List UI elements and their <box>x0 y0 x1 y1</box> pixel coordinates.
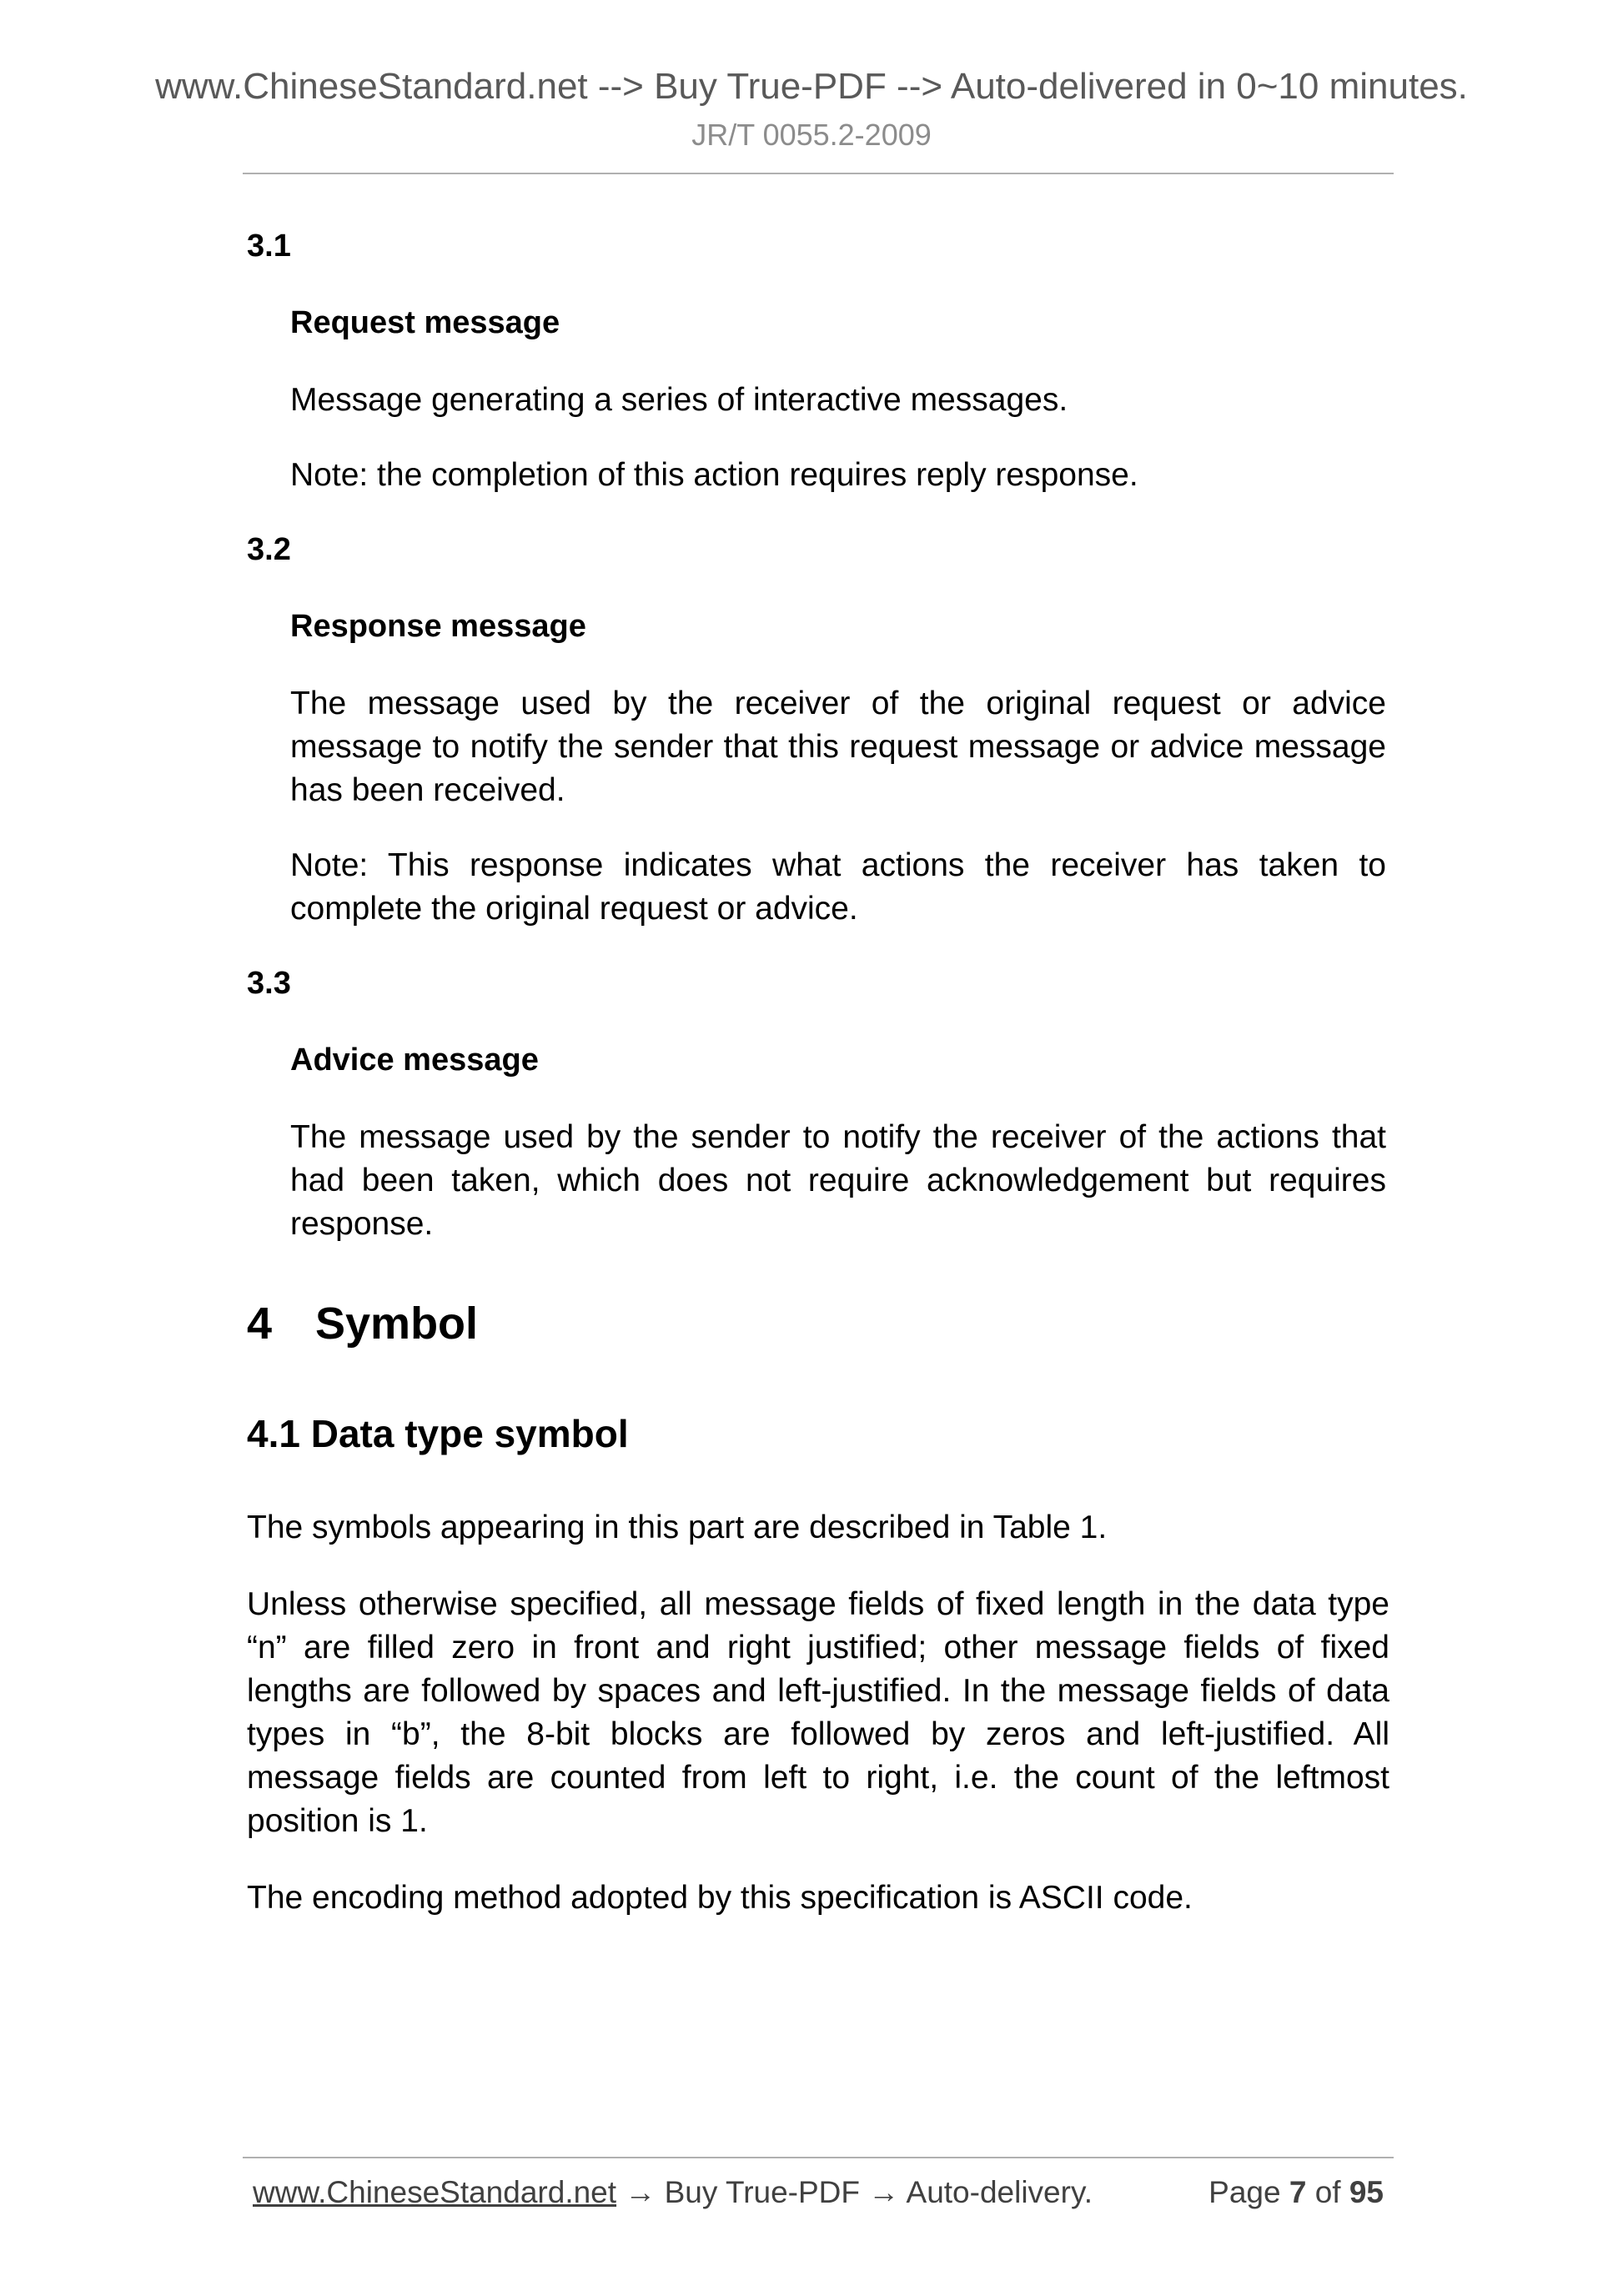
term-title: Request message <box>290 305 560 340</box>
page-number <box>1208 2172 1384 2213</box>
footer-left <box>253 2172 1093 2213</box>
section-title: Symbol <box>315 1299 479 1349</box>
section-heading <box>247 1296 1389 1351</box>
page-prefix: Page <box>1208 2175 1289 2209</box>
header-divider <box>243 173 1394 174</box>
clause-number: 3.3 <box>247 966 291 1001</box>
page-current: 7 <box>1289 2175 1307 2209</box>
header-doc-code: JR/T 0055.2-2009 <box>691 118 932 152</box>
term-definition: The message used by the receiver of the original request or advice message to notify the sender that this request message or advice message has been received. <box>290 686 1386 808</box>
clause-number: 3.2 <box>247 532 291 567</box>
term-note: Note: This response indicates what actions the receiver has taken to complete the original request or advice. <box>290 847 1386 927</box>
clause-body <box>290 605 1386 931</box>
term-title: Advice message <box>290 1042 539 1078</box>
header-banner: www.ChineseStandard.net --> Buy True-PDF --> Auto-delivered in 0~10 minutes. <box>155 66 1468 107</box>
footer-site-link[interactable]: www.ChineseStandard.net <box>253 2175 617 2209</box>
clause-number: 3.1 <box>247 229 291 264</box>
body-paragraph: The encoding method adopted by this specification is ASCII code. <box>247 1880 1193 1916</box>
term-note: Note: the completion of this action requires reply response. <box>290 457 1138 493</box>
page-total: 95 <box>1349 2175 1384 2209</box>
page-mid: of <box>1306 2175 1349 2209</box>
footer-divider <box>243 2157 1394 2158</box>
subsection-heading: 4.1 Data type symbol <box>247 1412 629 1455</box>
footer-text: → Buy True-PDF → Auto-delivery. <box>616 2175 1093 2209</box>
term-definition: The message used by the sender to notify the receiver of the actions that had been taken, which does not require acknowledgement but requires response. <box>290 1119 1386 1242</box>
clause-body <box>290 1039 1386 1246</box>
term-title: Response message <box>290 609 586 644</box>
section-number: 4 <box>247 1299 273 1349</box>
clause-body <box>290 302 1386 497</box>
body-paragraph: The symbols appearing in this part are described in Table 1. <box>247 1510 1108 1545</box>
term-definition: Message generating a series of interactive messages. <box>290 382 1068 418</box>
body-paragraph: Unless otherwise specified, all message fields of fixed length in the data type “n” are filled zero in front and right justified; other message fields of fixed lengths are followed by spaces and left-justified. In the message fields of data types in “b”, the 8-bit blocks are followed by zeros and left-justified. All message fields are counted from left to right, i.e. the count of the leftmost position is 1. <box>247 1586 1389 1839</box>
page-content <box>247 225 1389 1953</box>
